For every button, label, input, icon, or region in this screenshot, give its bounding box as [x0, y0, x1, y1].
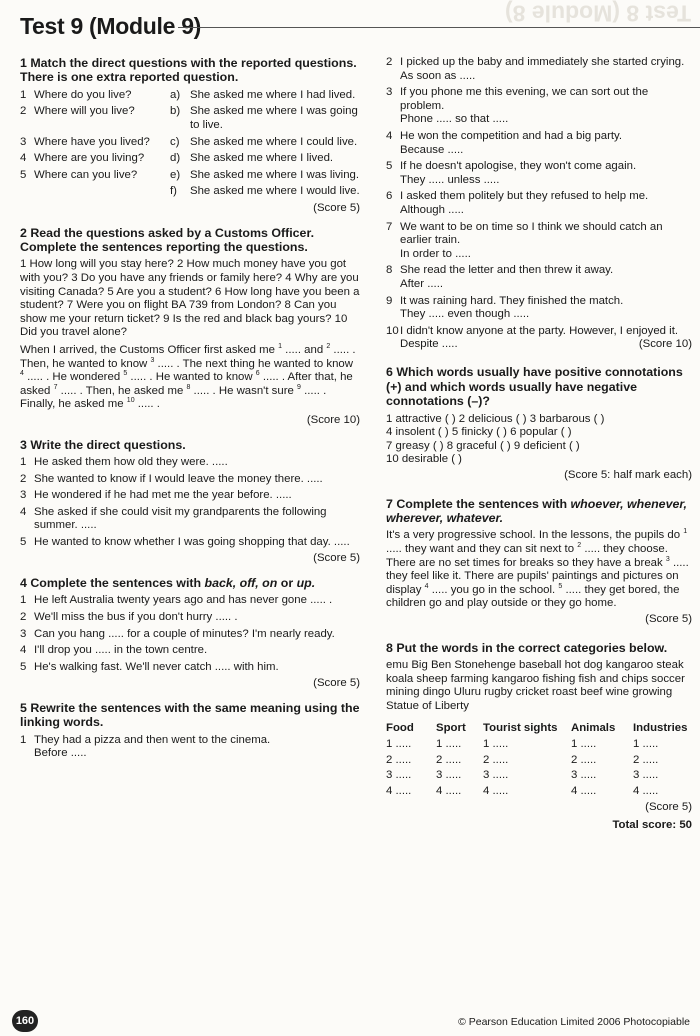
sentence-text: She read the letter and then threw it away. — [400, 264, 614, 277]
sentence-block — [400, 56, 692, 83]
sentence-text: He wondered if he had met me the year before. ..... — [34, 489, 292, 502]
list-item — [386, 190, 692, 217]
list-item — [20, 506, 360, 533]
text: or — [280, 576, 294, 591]
sentence-text: We'll miss the bus if you don't hurry ..... . — [34, 611, 238, 624]
reported-question: She asked me where I would live. — [190, 185, 360, 198]
option-letter: d) — [170, 152, 181, 165]
item-number: 4 — [20, 152, 27, 165]
exercise-4-score: (Score 5) — [313, 677, 360, 690]
text: ..... they feel like it. There are pupils' paintings and pictures on display — [386, 556, 689, 596]
list-item — [20, 456, 360, 470]
sentence-list — [386, 56, 692, 352]
reported-question: She asked me where I lived. — [190, 152, 334, 165]
list-item — [386, 295, 692, 322]
gap-number: 1 — [683, 528, 688, 536]
text: When I arrived, the Customs Officer first asked me — [20, 343, 275, 356]
blank-cell: 1 ..... — [571, 738, 597, 750]
text: ..... and — [285, 343, 324, 356]
sentence-block — [34, 734, 360, 761]
direct-question — [20, 105, 170, 132]
list-item — [20, 594, 360, 608]
word-box: emu Big Ben Stonehenge baseball hot dog kangaroo steak koala sheep farming kangaroo fishing fish and chips soccer mining dingo Uluru rugby cricket roast beef wine growing Statue of Liberty — [386, 659, 685, 712]
item-number: 3 — [20, 489, 27, 502]
sentence-text: It was raining hard. They finished the match. — [400, 294, 624, 307]
exercise-5-score: (Score 10) — [638, 337, 692, 350]
exercise-8-heading: 8 Put the words in the correct categories below. — [386, 640, 668, 655]
gap-number: 2 — [577, 542, 582, 550]
text: ..... they get bored, the children go and play outside or they go home. — [386, 583, 680, 610]
table-row — [386, 753, 687, 769]
sentence-text: I didn't know anyone at the party. However, I enjoyed it. — [400, 324, 679, 337]
list-item — [20, 611, 360, 625]
gap-number: 1 — [278, 343, 282, 351]
blank-cell: 1 ..... — [483, 738, 509, 750]
exercise-4-heading — [20, 576, 360, 590]
sentence-text: He left Australia twenty years ago and has never gone ..... . — [34, 594, 333, 607]
rewrite-prompt: Although ..... — [400, 203, 464, 216]
text: 4 Complete the sentences with — [20, 576, 202, 591]
exercise-3 — [20, 438, 360, 567]
blank-cell: 1 ..... — [436, 738, 462, 750]
item-number: 5 — [20, 535, 27, 548]
list-item — [20, 628, 360, 642]
exercise-2 — [20, 226, 360, 428]
customs-questions: 1 How long will you stay here? 2 How much money have you got with you? 3 Do you have any friends or family here? 4 Why are you visiting Canada? 5 Are you a student? 6 How long have you been a student? 7 Were you on flight BA 739 from London? 8 Can you show me your return ticket? 9 Is the red and black bag yours? 10 Did you travel alone? — [20, 258, 360, 339]
exercise-1 — [20, 56, 360, 216]
list-item — [20, 644, 360, 658]
blank-cell: 2 ..... — [483, 753, 509, 766]
table-body — [386, 737, 687, 799]
sentence-text: Can you hang ..... for a couple of minutes? I'm nearly ready. — [34, 627, 335, 640]
item-number: 5 — [20, 660, 27, 673]
exercise-7-heading — [386, 497, 692, 526]
text: ..... you go in the school. — [431, 583, 556, 596]
reported-question: She asked me where I could live. — [190, 135, 358, 148]
rewrite-prompt: Before ..... — [34, 747, 87, 760]
text: ..... . Finally, he asked me — [20, 384, 327, 411]
column-header: Sport — [436, 722, 466, 735]
option-letter: a) — [170, 88, 181, 101]
question-list — [20, 456, 360, 550]
list-item — [20, 536, 360, 550]
table-header-row — [386, 721, 687, 737]
text: up. — [296, 576, 316, 591]
sentence-text: We want to be on time so I think we should catch an earlier train. — [400, 220, 663, 247]
blank-cell: 2 ..... — [571, 753, 597, 766]
sentence-block — [400, 160, 692, 187]
option-letter: b) — [170, 105, 181, 118]
rewrite-prompt: They ..... unless ..... — [400, 173, 500, 186]
blank-cell: 2 ..... — [436, 753, 462, 766]
direct-question — [20, 136, 170, 150]
rewrite-prompt: Because ..... — [400, 143, 464, 156]
table-row — [386, 768, 687, 784]
list-item — [386, 264, 692, 291]
sentence-block — [400, 221, 692, 262]
gap-number: 6 — [255, 370, 260, 378]
match-row — [20, 185, 360, 199]
total-score: Total score: 50 — [612, 818, 692, 831]
rewrite-prompt: As soon as ..... — [400, 69, 476, 82]
rewrite-prompt: After ..... — [400, 277, 444, 290]
list-item — [386, 221, 692, 262]
exercise-2-heading: 2 Read the questions asked by a Customs Officer. Complete the sentences reporting the questions. — [20, 225, 315, 254]
sentence-text: He asked them how old they were. ..... — [34, 455, 228, 468]
gap-number: 9 — [297, 383, 301, 391]
list-item — [20, 661, 360, 675]
sentence-text: If you phone me this evening, we can sort out the problem. — [400, 86, 649, 112]
exercise-6 — [386, 365, 692, 482]
item-number: 3 — [20, 135, 27, 148]
page-title: Test 9 (Module 9) — [20, 13, 202, 39]
gap-number: 4 — [20, 370, 24, 378]
gap-number: 3 — [665, 555, 670, 563]
blank-cell: 3 ..... — [483, 769, 509, 782]
question-text: Where do you live? — [34, 88, 132, 101]
blank-cell: 1 ..... — [386, 738, 412, 750]
match-row — [20, 152, 360, 166]
text: whoever, whenever, wherever, whatever. — [386, 496, 687, 526]
item-number: 3 — [386, 86, 393, 99]
option-letter: c) — [170, 135, 180, 148]
sentence-text: They had a pizza and then went to the cinema. — [34, 733, 271, 746]
table-row — [386, 784, 687, 800]
text: ..... . Then, he asked me — [60, 384, 184, 397]
list-item — [20, 489, 360, 503]
text: It's a very progressive school. In the lessons, the pupils do — [386, 529, 681, 542]
blank-cell: 3 ..... — [571, 769, 597, 782]
item-number: 10 — [386, 324, 399, 337]
item-number: 2 — [20, 105, 27, 118]
sentence-text: I'll drop you ..... in the town centre. — [34, 644, 208, 657]
word-line: 7 greasy ( ) 8 graceful ( ) 9 deficient ( ) — [386, 439, 580, 452]
question-text: Where have you lived? — [34, 135, 150, 148]
list-item — [386, 56, 692, 83]
text: ..... they want and they can sit next to — [386, 543, 575, 556]
table-row — [386, 737, 687, 753]
option-letter: f) — [170, 185, 177, 198]
item-number: 1 — [20, 88, 27, 101]
question-text: Where will you live? — [34, 105, 135, 118]
item-number: 2 — [386, 56, 393, 68]
exercise-8 — [386, 641, 692, 833]
gap-number: 4 — [424, 583, 429, 591]
list-item — [386, 160, 692, 187]
gap-number: 10 — [126, 397, 135, 405]
sentence-list — [20, 594, 360, 674]
text: ..... . He wasn't sure — [193, 384, 294, 397]
word-line: 1 attractive ( ) 2 delicious ( ) 3 barbarous ( ) — [386, 412, 605, 425]
blank-cell: 3 ..... — [633, 769, 659, 782]
direct-question — [20, 185, 170, 199]
exercise-7-score: (Score 5) — [645, 613, 692, 626]
blank-cell: 4 ..... — [633, 784, 659, 797]
exercise-1-score: (Score 5) — [313, 201, 360, 214]
rewrite-prompt: They ..... even though ..... — [400, 308, 530, 321]
blank-cell: 2 ..... — [633, 753, 659, 766]
sentence-text: He's walking fast. We'll never catch ..... with him. — [34, 660, 279, 673]
item-number: 4 — [20, 644, 27, 657]
gap-number: 3 — [150, 356, 155, 364]
right-column — [386, 56, 692, 843]
left-column — [20, 56, 360, 771]
school-paragraph — [386, 529, 692, 611]
text: ..... . — [137, 398, 160, 411]
sentence-block — [400, 190, 692, 217]
list-item — [20, 734, 360, 761]
item-number: 4 — [20, 505, 27, 518]
direct-question — [20, 152, 170, 166]
sentence-block — [400, 130, 692, 157]
item-number: 4 — [386, 129, 393, 142]
item-number: 5 — [386, 160, 393, 173]
rewrite-prompt: Phone ..... so that ..... — [400, 113, 509, 126]
gap-number: 8 — [186, 383, 191, 391]
sentence-list — [20, 734, 360, 761]
categories-table — [386, 721, 687, 799]
sentence-block — [400, 295, 692, 322]
item-number: 9 — [386, 294, 393, 307]
copyright-notice: © Pearson Education Limited 2006 Photocopiable — [458, 1016, 690, 1028]
text: ..... . The next thing he wanted to know — [157, 357, 353, 370]
item-number: 1 — [20, 455, 27, 468]
sentence-text: She wanted to know if I would leave the money there. ..... — [34, 472, 323, 485]
sentence-text: He won the competition and had a big party. — [400, 129, 623, 142]
list-item — [386, 86, 692, 127]
exercise-3-heading: 3 Write the direct questions. — [20, 437, 186, 452]
exercise-8-score: (Score 5) — [645, 801, 692, 814]
sentence-text: He wanted to know whether I was going shopping that day. ..... — [34, 535, 350, 548]
gap-number: 5 — [558, 583, 563, 591]
sentence-text: I asked them politely but they refused to help me. — [400, 190, 649, 203]
text: ..... . He wanted to know — [130, 371, 253, 384]
question-text: Where are you living? — [34, 152, 145, 165]
list-item — [20, 473, 360, 487]
reported-question: She asked me where I was going to live. — [190, 105, 358, 131]
blank-cell: 3 ..... — [386, 769, 412, 782]
sentence-block — [400, 86, 692, 127]
item-number: 5 — [20, 168, 27, 181]
exercise-3-score: (Score 5) — [313, 552, 360, 565]
title-rule — [178, 27, 700, 28]
reported-question: She asked me where I had lived. — [190, 88, 356, 101]
text: 7 Complete the sentences with — [386, 496, 568, 511]
blank-cell: 1 ..... — [633, 738, 659, 750]
gap-number: 2 — [326, 343, 331, 351]
column-header: Animals — [571, 722, 616, 735]
question-text: Where can you live? — [34, 168, 138, 181]
column-header: Tourist sights — [483, 722, 558, 735]
item-number: 1 — [20, 733, 27, 746]
sentence-text: I picked up the baby and immediately she started crying. — [400, 56, 685, 68]
text: ..... . He wondered — [27, 371, 121, 384]
page-number: 160 — [12, 1010, 38, 1032]
customs-paragraph — [20, 344, 360, 412]
exercise-5-continued — [386, 56, 692, 351]
reported-question: She asked me where I was living. — [190, 168, 360, 181]
item-number: 2 — [20, 472, 27, 485]
text: ..... . After that, he asked — [20, 371, 353, 397]
column-header: Food — [386, 722, 414, 735]
sentence-block — [400, 264, 692, 291]
match-row — [20, 169, 360, 183]
item-number: 8 — [386, 264, 393, 277]
option-letter: e) — [170, 168, 181, 181]
item-number: 2 — [20, 611, 27, 624]
exercise-6-score: (Score 5: half mark each) — [564, 469, 692, 482]
text: back, off, on — [204, 576, 278, 591]
blank-cell: 4 ..... — [483, 784, 509, 797]
word-line: 4 insolent ( ) 5 finicky ( ) 6 popular ( ) — [386, 426, 572, 439]
blank-cell: 2 ..... — [386, 753, 412, 766]
exercise-1-heading: 1 Match the direct questions with the reported questions. There is one extra reported question. — [20, 56, 357, 85]
rewrite-prompt: In order to ..... — [400, 247, 471, 260]
match-row — [20, 136, 360, 150]
sentence-text: She asked if she could visit my grandparents the following summer. ..... — [34, 505, 327, 532]
item-number — [20, 185, 34, 199]
word-line: 10 desirable ( ) — [386, 453, 462, 466]
exercise-5-heading: 5 Rewrite the sentences with the same meaning using the linking words. — [20, 701, 360, 730]
text: ..... . Then, he wanted to know — [20, 343, 356, 370]
item-number: 7 — [386, 220, 393, 233]
item-number: 1 — [20, 594, 27, 607]
item-number: 6 — [386, 190, 393, 203]
rewrite-prompt: Despite ..... — [400, 338, 458, 351]
list-item — [386, 130, 692, 157]
match-row — [20, 89, 360, 103]
exercise-2-score: (Score 10) — [306, 413, 360, 426]
item-number: 3 — [20, 627, 27, 640]
blank-cell: 4 ..... — [386, 784, 412, 797]
blank-cell: 4 ..... — [436, 784, 462, 797]
exercise-6-heading: 6 Which words usually have positive connotations (+) and which words usually have negative connotations (–)? — [386, 365, 683, 409]
exercise-5 — [20, 701, 360, 761]
sentence-text: If he doesn't apologise, they won't come again. — [400, 160, 637, 173]
bleed-through-text: Test 8 (Module 8) — [505, 0, 692, 27]
match-list — [20, 89, 360, 199]
match-row — [20, 105, 360, 132]
text: ..... they choose. There are no set times for breaks so they have a break — [386, 543, 668, 569]
direct-question — [20, 169, 170, 183]
gap-number: 7 — [53, 383, 58, 391]
blank-cell: 4 ..... — [571, 784, 597, 797]
gap-number: 5 — [123, 370, 128, 378]
blank-cell: 3 ..... — [436, 769, 462, 782]
column-header: Industries — [633, 722, 688, 735]
direct-question — [20, 89, 170, 103]
question-text — [34, 185, 170, 199]
exercise-7 — [386, 497, 692, 627]
exercise-4 — [20, 576, 360, 691]
